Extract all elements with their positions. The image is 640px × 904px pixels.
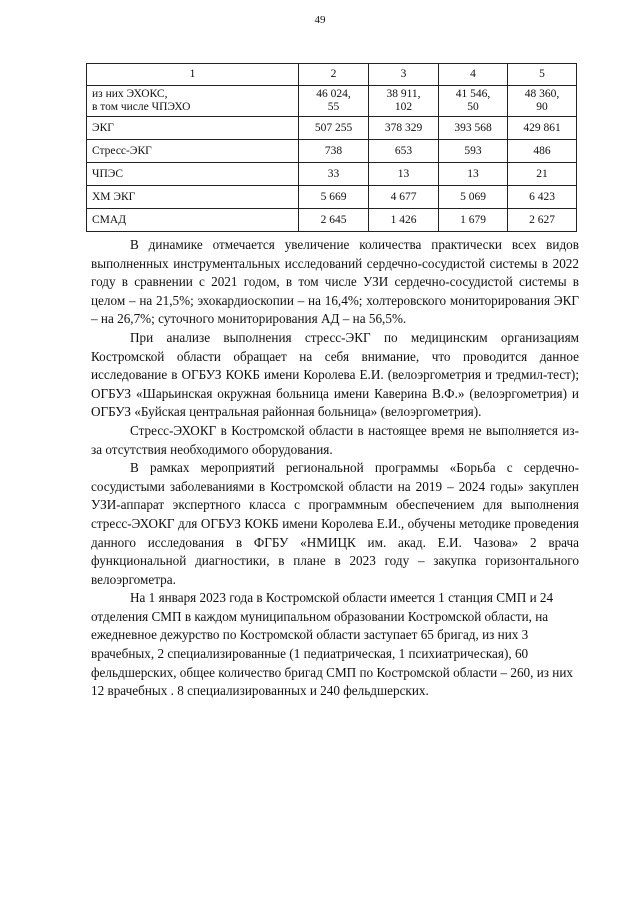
table-row <box>87 86 577 117</box>
table-cell: 2 645 <box>299 209 369 232</box>
paragraph-stress-ecg: При анализе выполнения стресс-ЭКГ по медицинским организациям Костромской области обращает на себя внимание, что проводится данное исследование в ОГБУЗ КОКБ имени Королева Е.И. (велоэргометрия и тредмил-тест); ОГБУЗ «Шарьинская окружная больница имени Каверина В.Ф.» (велоэргометрия) и ОГБУЗ «Буйская центральная районная больница» (велоэргометрия). <box>91 329 579 420</box>
table-row <box>87 209 577 232</box>
table-cell: 4 677 <box>369 186 439 209</box>
table-row-label: ЭКГ <box>87 117 299 140</box>
label-line: в том числе ЧПЭХО <box>92 101 191 113</box>
table-row-label: ХМ ЭКГ <box>87 186 299 209</box>
table-cell: 393 568 <box>439 117 508 140</box>
table-cell: 1 426 <box>369 209 439 232</box>
table-cell: 1 679 <box>439 209 508 232</box>
table-row-label: СМАД <box>87 209 299 232</box>
cell-line: 55 <box>327 101 340 113</box>
table-row-label: Стресс-ЭКГ <box>87 140 299 163</box>
cell-line: 41 546, <box>455 88 491 100</box>
table-row-label: ЧПЭС <box>87 163 299 186</box>
paragraph-regional-program: В рамках мероприятий региональной программы «Борьба с сердечно-сосудистыми заболеваниями в Костромской области на 2019 – 2024 годы» закуплен УЗИ-аппарат экспертного класса с программным обеспечением для выполнения стресс-ЭХОКГ для ОГБУЗ КОКБ имени Королева Е.И., обучены методике проведения данного исследования в ФГБУ «НМИЦК им. акад. Е.И. Чазова» 2 врача функциональной диагностики, в плане в 2023 году – закупка горизонтального велоэргометра. <box>91 460 579 587</box>
table-cell: 486 <box>508 140 577 163</box>
cell-line: 90 <box>536 101 548 113</box>
table-cell: 378 329 <box>369 117 439 140</box>
table-cell <box>439 86 508 117</box>
table-row <box>87 117 577 140</box>
table-cell: 21 <box>508 163 577 186</box>
cell-line: 48 360, <box>524 88 560 100</box>
table-cell <box>508 86 577 117</box>
table-cell: 429 861 <box>508 117 577 140</box>
table-cell <box>369 86 439 117</box>
table-row-label <box>87 86 299 117</box>
table-cell: 507 255 <box>299 117 369 140</box>
table-row <box>87 140 577 163</box>
label-line: из них ЭХОКС, <box>92 88 168 100</box>
table-header-cell: 2 <box>299 64 369 86</box>
table-cell: 5 669 <box>299 186 369 209</box>
table-cell: 33 <box>299 163 369 186</box>
body-text <box>91 236 579 701</box>
table-header-cell: 3 <box>369 64 439 86</box>
cell-line: 38 911, <box>386 88 421 100</box>
table-cell: 593 <box>439 140 508 163</box>
table-cell: 5 069 <box>439 186 508 209</box>
paragraph-emergency-service: На 1 января 2023 года в Костромской области имеется 1 станция СМП и 24 отделения СМП в каждом муниципальном образовании Костромской области, на ежедневное дежурство по Костромской области заступает 65 бригад, из них 3 врачебных, 2 специализированные (1 педиатрическая, 1 психиатрическая), 60 фельдшерских, общее количество бригад СМП по Костромской области – 260, из них 12 врачебных . 8 специализированных и 240 фельдшерских. <box>91 590 574 699</box>
table-header-row <box>87 64 577 86</box>
cell-line: 46 024, <box>316 88 351 100</box>
table-header-cell: 4 <box>439 64 508 86</box>
table-cell <box>299 86 369 117</box>
table-cell: 13 <box>369 163 439 186</box>
table-cell: 6 423 <box>508 186 577 209</box>
page-number: 49 <box>314 14 326 26</box>
paragraph-stress-echocg: Стресс-ЭХОКГ в Костромской области в настоящее время не выполняется из-за отсутствия необходимого оборудования. <box>91 422 579 457</box>
cell-line: 50 <box>467 101 479 113</box>
table-cell: 13 <box>439 163 508 186</box>
table-row <box>87 163 577 186</box>
table-cell: 653 <box>369 140 439 163</box>
table-header-cell: 1 <box>87 64 299 86</box>
paragraph-instrumental-dynamics: В динамике отмечается увеличение количества практически всех видов выполненных инструментальных исследований сердечно-сосудистой системы в 2022 году в сравнении с 2021 годом, в том числе УЗИ сердечно-сосудистой системы в целом – на 21,5%; эхокардиоскопии – на 16,4%; холтеровского мониторирования ЭКГ – на 26,7%; суточного мониторирования АД – на 56,5%. <box>91 237 579 327</box>
table-cell: 2 627 <box>508 209 577 232</box>
data-table <box>86 63 577 232</box>
table-cell: 738 <box>299 140 369 163</box>
table-row <box>87 186 577 209</box>
cell-line: 102 <box>394 101 413 113</box>
table-header-cell: 5 <box>508 64 577 86</box>
